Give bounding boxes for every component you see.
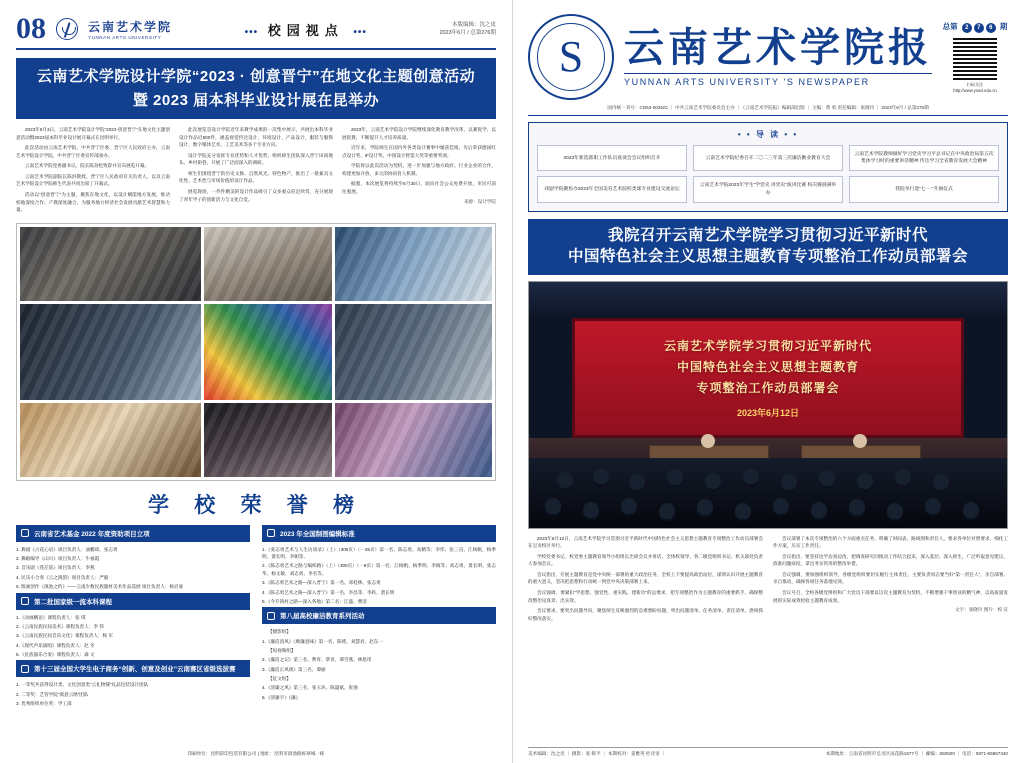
paragraph: 2023年，云南艺术学院设计学院继续深化教育教学改革，以赛促学、以展促教，不断提升人才培养质量。 — [342, 127, 496, 140]
paragraph: 师生们围绕晋宁的历史文脉、自然风光、特色物产，推出了一批兼具文化性、艺术性与市场价值的设计作品。 — [179, 170, 333, 184]
guide-item[interactable]: 戏剧学院聚焦办2023年全国美育艺术院校类课专业建设交流论坛 — [537, 176, 687, 202]
paragraph: 会议强调，要加强组织领导，各级党组织要切实履行主体责任，主要负责同志要当好“第一责任人”，亲自部署、亲自推动，确保各项任务落地见效。 — [773, 571, 1008, 585]
bullet-icon — [267, 612, 275, 620]
qr-url[interactable]: http://www.ynart.edu.cn — [953, 87, 997, 93]
paragraph: 2023年6月3日，云南艺术学院设计学院“2023·创意晋宁”在地文化主题创意活动暨2023届本科毕业设计展开幕式在昆明举行。 — [16, 127, 170, 140]
guide-heading: • • 导 读 • • — [737, 130, 799, 139]
honor-roll-title: 学 校 荣 誉 榜 — [148, 492, 364, 517]
honor-item: 5.《清廉字》《廉》 — [262, 694, 301, 700]
paragraph: 会议号召，全校各级党组织和广大党员干部要以这次主题教育为契机，不断增强干事创业的精气神，以高质量发展的实际成效检验主题教育成果。 — [773, 590, 1008, 603]
photo-stage-performance — [335, 304, 492, 400]
masthead — [528, 14, 1008, 100]
dots-left: ••• — [244, 26, 259, 38]
meeting-photo — [528, 281, 1008, 529]
honor-item: 4.《现代声乐演唱》课程负责人：赵 冬 — [16, 642, 95, 648]
honor-item: 1.《廉洁清风》《映廉意味》第一名、陈绪、刘慧君、赵东一 — [262, 638, 383, 644]
left-article-column-3 — [342, 126, 496, 217]
honor-item: 1. 一等奖共获得设计类、文化创意类“云礼物铺”礼品包装设计团队 — [16, 682, 149, 688]
paragraph: 展览现场，一件件精美的设计作品吸引了众多观众驻足欣赏，充分展现了青年学子的创新活力与文化自觉。 — [179, 189, 333, 202]
masthead-meta-line: 国内统一刊号：CN53-0025/G ｜ 中共云南艺术学院委员会主办 ｜《云南艺术学院报》编辑部出版 ｜ 主编：黄 勇 责任编辑：张晓玲 ｜ 2023年6月 / 总第276期 — [528, 102, 1008, 116]
seated-person — [853, 434, 867, 448]
paragraph: 设计学院充分发挥专业优势和人才优势，组织师生团队深入晋宁田间地头、乡村街巷，开展了广泛而深入的调研。 — [179, 152, 333, 166]
paragraph: 会议强调，要紧扣“学思想、强党性、重实践、建新功”的总要求，把专项整治作为主题教育的重要抓手，确保整改整治见真章、出实效。 — [528, 590, 763, 603]
left-date: 2023年6月 / 总第276期 — [439, 30, 496, 36]
footer-right: 本期地址：云南省昆明市呈贡区雨花路1577号 ｜ 邮编：650500 ｜ 电话：0871-65957340 — [825, 751, 1008, 756]
honor-column-right — [262, 525, 496, 709]
paragraph: 会议指出，要坚持边学边查边改，把调查研究同推动工作结合起来，深入基层、深入师生，广泛听取意见建议，找准问题症结，拿出务实管用的整改举措。 — [773, 553, 1008, 567]
paragraph: 学院将以此次活动为契机，进一步加强与地方政府、行业企业的合作，构建更加开放、多元的协同育人机制。 — [342, 163, 496, 176]
seated-person — [701, 434, 715, 448]
honor-item: 4. 民乐小合奏《云之滇韵》项目负责人：严毅 — [16, 574, 109, 580]
left-page-header — [16, 14, 496, 50]
paragraph: 学校党委书记、校党委主题教育领导小组组长出席会议并讲话，全体校领导、各二级党组织书记、机关部处负责人参加会议。 — [528, 553, 763, 567]
right-article-body — [528, 535, 1008, 626]
left-article-column-1 — [16, 126, 170, 217]
honor-subheading: 【摄影组】 — [268, 629, 291, 635]
honor-item: 5.《今开铸村之路—深入各地》第二名：江盛、曹清 — [262, 598, 367, 604]
photo-craft-objects — [20, 403, 201, 477]
paragraph: 此次活动由云南艺术学院、中共晋宁区委、晋宁区人民政府主办，云南艺术学院设计学院、中共晋宁区委宣传部承办。 — [16, 145, 170, 158]
right-headline — [528, 219, 1008, 275]
guide-item[interactable]: 云南艺术学院纪委召开二〇二三年第三次廉洁勤业教育大会 — [693, 145, 843, 171]
right-footer — [528, 747, 1008, 757]
honor-item: 3.《廉洁正风颂》第三名、谭丽 — [262, 666, 326, 672]
university-name — [88, 18, 172, 40]
honor-item: 3. 优秀组织单位奖：学工部 — [16, 700, 72, 706]
honor-subheading: 【征文组】 — [268, 675, 291, 681]
photo-poster-wall — [20, 304, 201, 400]
left-page-meta — [439, 21, 496, 38]
bullet-icon — [21, 529, 29, 537]
article-source: 来源：设计学院 — [463, 198, 496, 204]
honor-heading: 第八届高校廉洁教育系列活动 — [262, 607, 496, 624]
banner-line-1: 云南艺术学院设计学院“2023 · 创意晋宁”在地文化主题创意活动 — [36, 68, 476, 85]
paragraph: 据悉，本次展览将持续至6月30日，面向社会公众免费开放，市民可前往观展。 — [342, 181, 496, 195]
hall-ceiling — [529, 282, 1007, 318]
paragraph: 活动以“创意晋宁”为主题，聚焦在地文化，以设计赋能地方发展，推动校地深度合作、产教深度融合，为服务地方经济社会发展贡献艺术智慧和力量。 — [16, 192, 170, 213]
honor-heading: 云南省艺术基金 2022 年度资助项目立项 — [16, 525, 250, 542]
paragraph: 会议指出，开展主题教育是党中央统一部署的重大政治任务，全校上下要提高政治站位，深刻认识开展主题教育的重大意义，坚决把思想和行动统一到党中央决策部署上来。 — [528, 571, 763, 585]
guide-box — [528, 122, 1008, 212]
footer-left: 美术编辑：沈之皮 ｜ 摄影：张 晖平 ｜ 本期校对：姜雅英 杜诗语 ｜ — [528, 751, 666, 756]
section-title-block — [182, 20, 429, 39]
photo-group-photo-opening — [335, 227, 492, 301]
honor-item: 2. 二等奖：艺管学院“滇意云绣”团队 — [16, 691, 89, 697]
screen-date: 2023年6月12日 — [736, 407, 800, 418]
photo-fashion-model-floral — [335, 403, 492, 477]
issue-number: 总第 2 7 6 期 — [942, 21, 1008, 31]
honor-heading: 2023 年全国制图编辑标准 — [262, 525, 496, 542]
bullet-icon — [267, 529, 275, 537]
photo-fashion-runway-dark — [204, 403, 332, 477]
qr-caption-1: 扫码关注 — [966, 81, 984, 87]
university-logo-icon — [56, 18, 78, 40]
paragraph: 会议要求，要突出问题导向，聚焦师生反映强烈的急难愁盼问题，列出问题清单、任务清单、责任清单，逐项抓好整改落实。 — [528, 608, 763, 621]
university-seal-icon: S — [528, 14, 614, 100]
honor-item: 3.《陈志勇艺术之路—深入晋宁》第一名、邓桂林、张志勇 — [262, 580, 381, 586]
right-article-column-2 — [773, 535, 1008, 626]
honor-heading: 第十三届全国大学生电子商务“创新、创意及创业”云南赛区省级选拔赛 — [16, 660, 250, 677]
left-article-column-2 — [179, 126, 333, 217]
left-banner-headline — [16, 58, 496, 119]
paragraph: 云南艺术学院副院长陈洪教授、晋宁区人民政府有关负责人，以及云南艺术学院设计学院师生代表共同出席了开幕式。 — [16, 173, 170, 187]
masthead-issue-block — [942, 21, 1008, 94]
guide-item[interactable]: 我院举行迎“七·一”升旗仪式 — [849, 176, 999, 202]
honor-roll — [16, 525, 496, 709]
left-article-body — [16, 126, 496, 217]
audience-area — [529, 458, 1007, 528]
honor-item: 3.《云南民族民间音乐文化》课程负责人：杨 军 — [16, 633, 113, 639]
paragraph: 2023年6月12日，云南艺术学院学习贯彻习近平新时代中国特色社会主义思想主题教育专项整治工作动员部署会在呈贡校区举行。 — [528, 535, 763, 549]
honor-heading: 第二批国家级一流本科课程 — [16, 593, 250, 610]
masthead-title-block — [624, 27, 932, 87]
paragraph: 近年来，学院师生在国内外各类设计赛事中屡获佳绩，先后荣获德国红点设计奖、iF设计奖、中国设计智造大奖等重要奖项。 — [342, 145, 496, 158]
stage-screen — [572, 318, 964, 438]
honor-item: 2.《陈志勇艺术之路与编织路》（上）（300页）（一8页）第一名；江杨帆、杨季明、李陵等；高志勇、萧长明、张志华、杨文敏、刘志勇、李名等。 — [262, 563, 496, 576]
masthead-title-cn: 云南艺术学院报 — [624, 25, 932, 70]
honor-subheading: 【短视频组】 — [268, 647, 296, 653]
issue-digits: 2 7 6 — [962, 23, 996, 33]
guide-item[interactable]: 云南艺术学院教师做好学习党史学习平总书记在中央政治局第五次集体学习时的重要讲话精神 传达学习全省教育发展大会精神 — [849, 145, 999, 171]
section-title: 校园视点 — [267, 22, 344, 38]
honor-item: 2.《云南民族民间美术》课程负责人：李 伟 — [16, 623, 104, 629]
honor-item: 5. 版画创作《滇池之约》——云南少数民族题材美术作品巡展 项目负责人：杨启豪 — [16, 584, 184, 590]
university-name-cn: 云南艺术学院 — [88, 20, 173, 34]
honor-item: 4.《清廉之风》第三名、张玉环、陈盛斌、张强 — [262, 685, 358, 691]
bullet-icon — [21, 597, 29, 605]
paragraph: 会议部署了本次专项整治的六个方面重点任务，明确了时间表、路线图和责任人，要求各单位对照要求，细化工作方案，压实工作责任。 — [773, 535, 1008, 549]
screen-line-1: 云南艺术学院学习贯彻习近平新时代 — [663, 338, 872, 353]
photo-exhibition-hall-wall — [20, 227, 201, 301]
photo-color-block-design — [204, 304, 332, 400]
right-page — [512, 0, 1024, 763]
article-credit: 文字：张晓玲 图片：校 宣 — [954, 607, 1008, 613]
photo-gallery — [16, 223, 496, 481]
headline-line-2: 中国特色社会主义思想主题教育专项整治工作动员部署会 — [567, 247, 968, 265]
honor-item: 1.《动画概论》课程负责人：张 琪 — [16, 614, 86, 620]
left-footer: 印刷单位：昆明彩印包装有限公司 | 地址：昆明市滇池路栎翠城一栋 — [187, 751, 325, 756]
masthead-title-en: YUNNAN ARTS UNIVERSITY 'S NEWSPAPER — [624, 73, 932, 87]
honor-column-left — [16, 525, 250, 709]
guide-item[interactable]: 云南艺术学院2023年学生“学党史 讲党史”演讲比赛 校决赛圆满举办 — [693, 176, 843, 202]
right-article-column-1 — [528, 535, 763, 626]
honor-item: 4.《陈志勇艺术之路—深入晋宁》第一名、李昌等、李轶、萧长明 — [262, 589, 395, 595]
guide-item[interactable]: 2023年新选派职工作队员座谈会会议组织召开 — [537, 145, 687, 171]
honor-item: 2.《廉洁之记》第三名、曹青、覃青、谭雪燕、林思彤 — [262, 657, 372, 663]
paragraph: 此次展览是设计学院近年来教学成果的一次集中展示，共展出本科毕业设计作品近500件，涵盖视觉传达设计、环境设计、产品设计、服装与服饰设计、数字媒体艺术、工艺美术等多个专业方向。 — [179, 127, 333, 148]
headline-line-1: 我院召开云南艺术学院学习贯彻习近平新时代 — [607, 226, 928, 244]
bullet-icon — [21, 665, 29, 673]
honor-item: 1.《张志勇艺术与人生访谈录》（上）（300页）（一45页）第一名、陈志勇、高精等；李伟、张三良、江杨帆、杨季明、萧长明、李朝等。 — [262, 546, 496, 560]
qr-code-icon[interactable] — [953, 36, 997, 80]
honor-item: 2. 舞蹈编导《山川》项目负责人：牛福霞 — [16, 556, 100, 562]
screen-line-2: 中国特色社会主义思想主题教育 — [676, 359, 859, 374]
photo-ceramic-display — [204, 227, 332, 301]
page-number: 08 — [16, 12, 46, 45]
left-editor: 本版编辑：沈之皮 — [451, 21, 496, 28]
banner-line-2: 暨 2023 届本科毕业设计展在昆举办 — [132, 92, 380, 109]
paragraph: 云南艺术学院党委副书记、院长陈劲松致辞并宣布展览开幕。 — [25, 163, 150, 169]
honor-item: 1. 舞剧《占花心语》项目负责人：油鹏璋，张志勇 — [16, 546, 118, 552]
honor-item: 5.《民族器乐合奏》课程负责人：森 文 — [16, 651, 95, 657]
dots-right: ••• — [353, 26, 367, 38]
honor-item: 3. 音乐剧《苍茫前》项目负责人：李燕 — [16, 565, 95, 571]
screen-line-3: 专项整治工作动员部署会 — [696, 380, 840, 395]
university-name-en: YUNNAN ARTS UNIVERSITY — [88, 35, 162, 40]
